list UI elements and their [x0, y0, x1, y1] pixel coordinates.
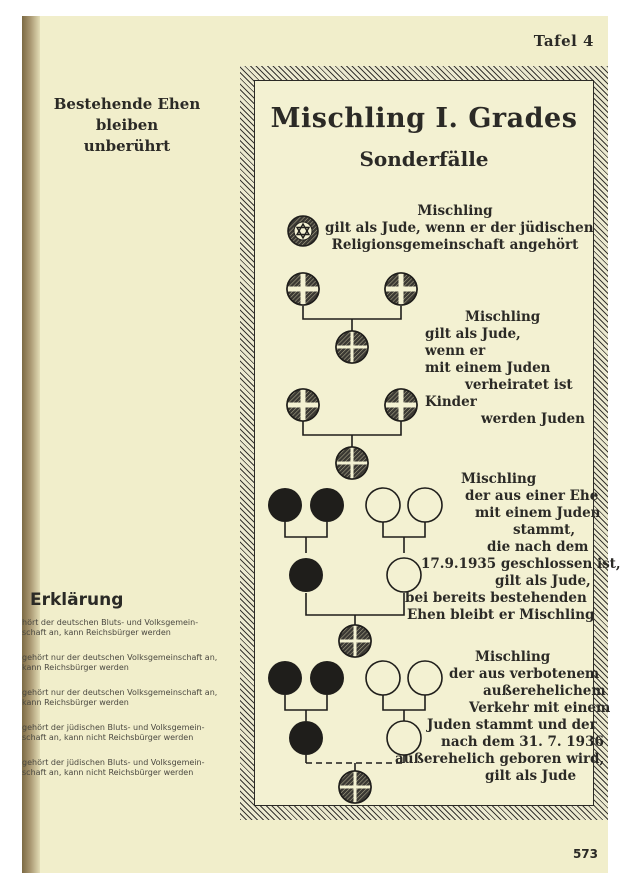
legend-item	[22, 653, 234, 673]
case-3-text	[405, 471, 621, 624]
case-line: stammt,	[513, 522, 576, 538]
case-2-text	[405, 309, 585, 428]
legend-line: gehört der jüdischen Bluts- und Volksgemein-	[22, 758, 205, 767]
legend-line: gehört der jüdischen Bluts- und Volksgemein-	[22, 723, 205, 732]
side-note	[52, 94, 202, 157]
side-note-line: bleiben	[95, 116, 159, 134]
legend-line: schaft an, kann nicht Reichsbürger werden	[22, 768, 194, 777]
case-line: der aus verbotenem	[449, 666, 600, 682]
case-line: Juden stammt und der	[427, 717, 597, 733]
mischling-child-circle	[336, 447, 368, 479]
legend-line: schaft an, kann nicht Reichsbürger werden	[22, 733, 194, 742]
case-line: die nach dem	[487, 539, 589, 555]
case-line: nach dem 31. 7. 1936	[441, 734, 604, 750]
legend-line: hört der deutschen Bluts- und Volksgemein-	[22, 618, 199, 627]
case-line: gilt als Jude,	[495, 573, 591, 589]
legend-line: schaft an, kann Reichsbürger werden	[22, 628, 171, 637]
legend-item	[22, 688, 234, 708]
mischling-parent-circle	[287, 273, 319, 305]
page-number: 573	[572, 847, 598, 861]
legend-line: gehört nur der deutschen Volksgemeinschaft an,	[22, 653, 218, 662]
case-line: wenn er	[425, 343, 486, 359]
legend-item	[22, 758, 234, 778]
mischling-parent-circle	[385, 273, 417, 305]
plate-label: Tafel 4	[533, 32, 594, 50]
legend-line: gehört nur der deutschen Volksgemeinschaft an,	[22, 688, 218, 697]
case-line: mit einem Juden	[475, 505, 601, 521]
case-line: Kinder	[425, 394, 477, 410]
chart-subtitle: Sonderfälle	[359, 147, 489, 171]
case-line: außerehelichem	[483, 683, 606, 699]
mischling-child-circle	[336, 331, 368, 363]
legend-line: kann Reichsbürger werden	[22, 698, 129, 707]
case-2-tree	[303, 306, 401, 447]
mischling-child-circle	[339, 771, 371, 803]
case-line: bei bereits bestehenden	[405, 590, 587, 606]
case-line: verheiratet ist	[465, 377, 573, 393]
mischling-child-circle	[339, 625, 371, 657]
german-blood-circle	[268, 488, 302, 522]
case-line: außerehelich geboren wird,	[395, 751, 605, 767]
case-line: Mischling	[417, 203, 493, 219]
legend-item	[22, 723, 234, 743]
case-line: werden Juden	[481, 411, 585, 427]
chart-panel	[254, 80, 621, 806]
german-blood-circle	[310, 661, 344, 695]
side-note-line: Bestehende Ehen	[53, 95, 201, 113]
case-line: gilt als Jude,	[425, 326, 521, 342]
book-page	[22, 16, 621, 873]
side-note-line: unberührt	[83, 137, 171, 155]
jewish-faith-mischling-symbol	[288, 216, 318, 246]
case-line: mit einem Juden	[425, 360, 551, 376]
legend-item	[22, 618, 234, 638]
legend-line: kann Reichsbürger werden	[22, 663, 129, 672]
german-blood-circle	[289, 721, 323, 755]
chart-frame	[240, 66, 621, 820]
mischling-spouse-circle	[287, 389, 319, 421]
case-line: Ehen bleibt er Mischling	[407, 607, 595, 623]
case-4-text	[395, 649, 611, 785]
case-line: Mischling	[475, 649, 551, 665]
case-line: 17.9.1935 geschlossen ist,	[421, 556, 621, 572]
legend-title: Erklärung	[30, 590, 124, 610]
case-line: gilt als Jude, wenn er der jüdischen	[325, 220, 594, 236]
case-line: gilt als Jude	[485, 768, 577, 784]
case-line: Mischling	[461, 471, 537, 487]
case-line: Religionsgemeinschaft angehört	[331, 237, 579, 253]
jewish-circle	[366, 488, 400, 522]
chart-title: Mischling I. Grades	[270, 103, 578, 134]
german-blood-circle	[289, 558, 323, 592]
german-blood-circle	[310, 488, 344, 522]
case-line: Mischling	[465, 309, 541, 325]
case-line: der aus einer Ehe	[465, 488, 599, 504]
german-blood-circle	[268, 661, 302, 695]
case-line: Verkehr mit einem	[469, 700, 611, 716]
legend	[22, 618, 234, 793]
case-1-text	[325, 203, 594, 254]
